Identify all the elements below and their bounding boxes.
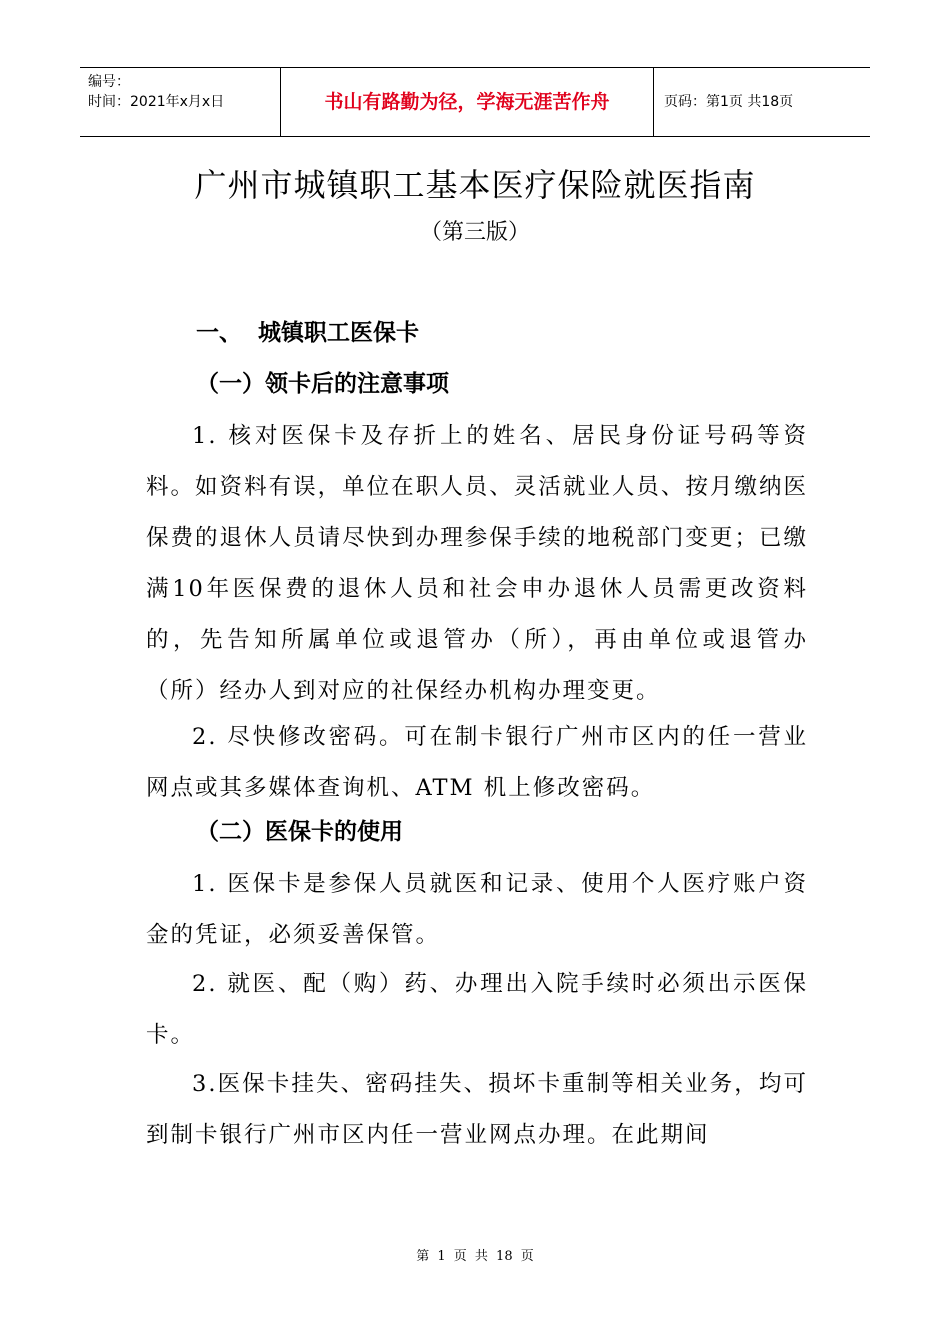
header-page-info: 页码：第1页 共18页 xyxy=(664,94,794,110)
section-title: 城镇职工医保卡 xyxy=(258,320,419,346)
header-motto: 书山有路勤为径，学海无涯苦作舟 xyxy=(281,68,654,136)
paragraph-2-3: 3.医保卡挂失、密码挂失、损坏卡重制等相关业务，均可到制卡银行广州市区内任一营业网点办理。在此期间 xyxy=(146,1071,808,1148)
paragraph-2-2: 2. 就医、配（购）药、办理出入院手续时必须出示医保卡。 xyxy=(146,971,808,1048)
section-number: 一、 xyxy=(196,320,242,346)
paragraph-1-1: 1. 核对医保卡及存折上的姓名、居民身份证号码等资料。如资料有误，单位在职人员、灵活就业人员、按月缴纳医保费的退休人员请尽快到办理参保手续的地税部门变更；已缴满10年医保费的退休人员和社会申办退休人员需更改资料的，先告知所属单位或退管办（所），再由单位或退管办（所）经办人到对应的社保经办机构办理变更。 xyxy=(146,423,808,704)
date-text: 时间：2021年x月x日 xyxy=(88,94,225,110)
subsection-heading-2: （二）医保卡的使用 xyxy=(196,819,403,845)
paragraph-2-1: 1. 医保卡是参保人员就医和记录、使用个人医疗账户资金的凭证，必须妥善保管。 xyxy=(146,871,808,948)
section-heading xyxy=(196,316,419,350)
paragraph-1-2: 2. 尽快修改密码。可在制卡银行广州市区内的任一营业网点或其多媒体查询机、ATM 机上修改密码。 xyxy=(146,724,808,801)
document-header-table xyxy=(80,67,870,137)
document-subtitle: （第三版） xyxy=(419,220,530,245)
header-meta-cell xyxy=(80,68,281,136)
page-footer: 第 1 页 共 18 页 xyxy=(416,1249,534,1264)
serial-number-label: 编号： xyxy=(88,74,130,90)
document-title: 广州市城镇职工基本医疗保险就医指南 xyxy=(194,166,756,204)
subsection-heading-1: （一）领卡后的注意事项 xyxy=(196,371,449,397)
